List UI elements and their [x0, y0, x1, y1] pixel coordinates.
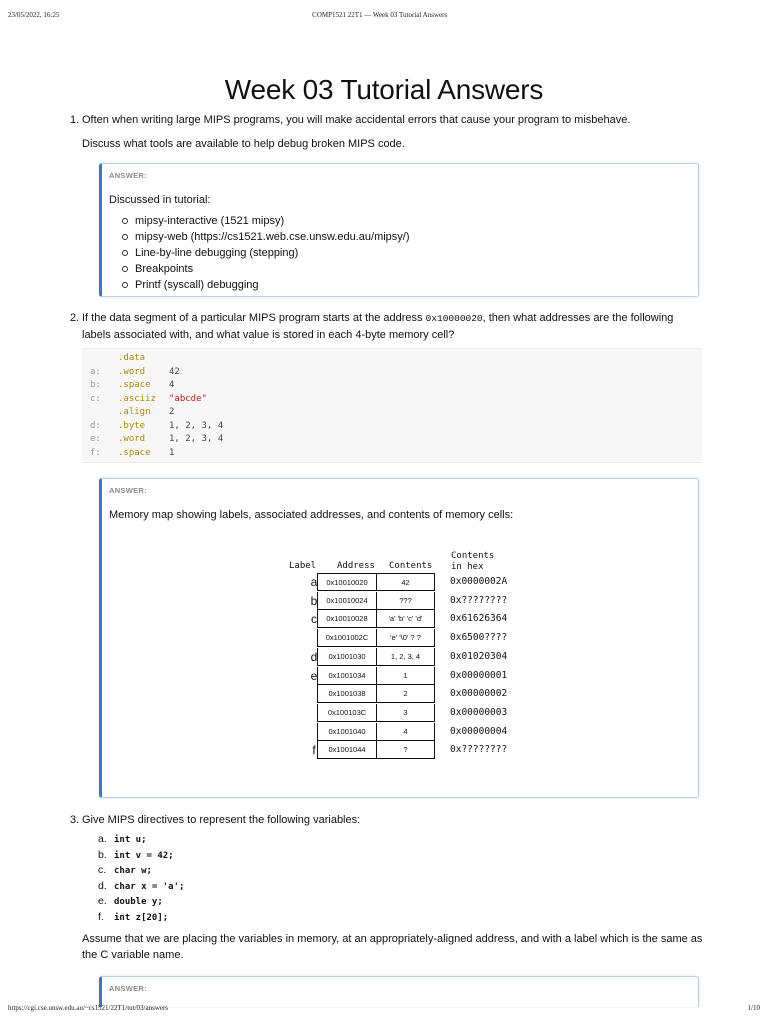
- list-item: Printf (syscall) debugging: [122, 277, 410, 293]
- list-item: [98, 879, 184, 895]
- answer-box-1: [99, 163, 699, 297]
- header-in-hex: in hex: [451, 562, 484, 572]
- memory-address-cell: 0x1001030: [317, 648, 377, 666]
- memory-contents-cell: 42: [377, 573, 435, 591]
- code-line: [90, 420, 223, 433]
- header-label: Label: [289, 561, 317, 571]
- code-line: [90, 433, 223, 446]
- answer-label: ANSWER:: [109, 171, 147, 180]
- memory-address-cell: 0x100103C: [317, 704, 377, 722]
- item-code: char w;: [114, 866, 152, 876]
- memory-label: a: [310, 575, 318, 589]
- item-letter: f.: [98, 910, 104, 923]
- question-text-part: If the data segment of a particular MIPS program starts at the address: [82, 312, 426, 324]
- memory-label: d: [310, 649, 318, 664]
- list-item: [98, 848, 184, 864]
- print-footer: [0, 1004, 768, 1012]
- print-doc-title: COMP1521 22T1 — Week 03 Tutorial Answers: [312, 11, 448, 19]
- print-url: https://cgi.cse.unsw.edu.au/~cs1521/22T1/tut/03/answers: [8, 1004, 169, 1012]
- memory-address-cell: 0x10010020: [317, 573, 377, 591]
- variable-list: [98, 832, 184, 925]
- memory-label: c: [311, 612, 317, 627]
- code-argument: 1, 2, 3, 4: [169, 434, 224, 444]
- page-title: Week 03 Tutorial Answers: [224, 74, 544, 105]
- memory-contents-cell: ???: [377, 592, 435, 610]
- question-text: Give MIPS directives to represent the following variables:: [82, 814, 361, 826]
- header-contents-hex: Contents: [451, 551, 495, 561]
- memory-hex-value: 0x00000004: [450, 725, 508, 737]
- memory-hex-value: 0x01020304: [450, 650, 508, 662]
- print-datetime: 23/05/2022, 16:25: [8, 11, 60, 19]
- list-item: [98, 832, 184, 848]
- item-letter: c.: [98, 864, 107, 876]
- code-label: b:: [90, 380, 101, 390]
- memory-label: e: [310, 668, 318, 683]
- list-item: Breakpoints: [122, 261, 410, 277]
- code-label: a:: [90, 366, 101, 377]
- code-directive: .space: [118, 380, 151, 390]
- code-argument: 2: [169, 407, 175, 417]
- item-code: double y;: [114, 897, 163, 907]
- item-letter: b.: [98, 848, 107, 861]
- question-text-part: , then what addresses are the following: [482, 312, 674, 324]
- question-2: [70, 310, 710, 343]
- question-number: 3.: [70, 814, 80, 826]
- memory-hex-value: 0x00000003: [450, 706, 508, 718]
- memory-contents-cell: ?: [377, 741, 435, 759]
- answer-label: ANSWER:: [109, 486, 147, 495]
- list-item: Line-by-line debugging (stepping): [122, 245, 410, 261]
- memory-hex-value: 0x????????: [450, 744, 508, 756]
- code-directive: .word: [118, 366, 146, 377]
- question-text: [70, 310, 710, 343]
- code-label: e:: [90, 434, 101, 444]
- code-directive: .asciiz: [118, 393, 156, 404]
- list-item: mipsy-interactive (1521 mipsy): [122, 213, 410, 229]
- question-text-part: labels associated with, and what value is stored in each 4-byte memory cell?: [82, 329, 455, 341]
- item-letter: a.: [98, 833, 107, 845]
- code-directive: .byte: [118, 420, 146, 431]
- question-subtext: [70, 931, 710, 963]
- code-line: [90, 406, 174, 419]
- question-3-note: [70, 931, 710, 963]
- code-line: [90, 447, 174, 460]
- code-directive: .word: [118, 434, 146, 444]
- item-code: int v = 42;: [114, 850, 174, 861]
- list-item: mipsy-web (https://cs1521.web.cse.unsw.edu.au/mipsy/): [122, 229, 410, 245]
- question-3: [70, 812, 710, 828]
- header-address: Address: [337, 561, 375, 571]
- answer-label: ANSWER:: [109, 984, 147, 993]
- subtext-line: the C variable name.: [82, 949, 184, 961]
- question-number: 1.: [70, 114, 80, 126]
- memory-contents-cell: 'a' 'b' 'c' 'd': [377, 610, 435, 628]
- list-item: [98, 910, 184, 926]
- memory-contents-cell: 'e' '\0' ? ?: [377, 629, 435, 647]
- memory-contents-cell: 2: [377, 685, 435, 703]
- code-argument: 4: [169, 380, 175, 390]
- question-1: [70, 112, 710, 152]
- code-argument: 1, 2, 3, 4: [169, 420, 224, 431]
- memory-address-cell: 0x1001044: [317, 741, 377, 759]
- subtext-line: Assume that we are placing the variables in memory, at an appropriately-aligned address, and with a label which is the same as: [82, 933, 703, 945]
- memory-address-cell: 0x1001034: [317, 667, 377, 685]
- memory-address-cell: 0x1001002C: [317, 629, 377, 647]
- memory-hex-value: 0x00000001: [450, 669, 508, 681]
- question-number: 2.: [70, 312, 80, 324]
- code-label: f:: [90, 447, 101, 458]
- answer-intro: Discussed in tutorial:: [109, 194, 211, 206]
- answer-intro: Memory map showing labels, associated addresses, and contents of memory cells:: [109, 509, 514, 521]
- code-line: [90, 393, 207, 406]
- memory-hex-value: 0x61626364: [450, 613, 508, 625]
- code-directive: .data: [118, 353, 146, 363]
- memory-label: b: [310, 593, 318, 608]
- memory-hex-value: 0x00000002: [450, 688, 508, 700]
- answer-box-3: [99, 976, 699, 1007]
- header-contents: Contents: [389, 561, 433, 571]
- item-code: int z[20];: [114, 912, 169, 923]
- memory-hex-value: 0x????????: [450, 594, 508, 606]
- print-page-number: 1/10: [747, 1004, 760, 1012]
- memory-contents-cell: 1: [377, 667, 435, 685]
- print-header: [0, 11, 768, 19]
- memory-contents-cell: 1, 2, 3, 4: [377, 648, 435, 666]
- code-line: [90, 352, 169, 365]
- memory-hex-value: 0x0000002A: [450, 576, 508, 587]
- code-line: [90, 366, 180, 379]
- answer-list: [122, 213, 410, 293]
- code-label: d:: [90, 420, 101, 431]
- memory-address-cell: 0x10010024: [317, 592, 377, 610]
- code-label: c:: [90, 393, 101, 404]
- memory-address-cell: 0x1001038: [317, 685, 377, 703]
- list-item: [98, 863, 184, 879]
- code-argument: 42: [169, 366, 180, 377]
- item-code: char x = 'a';: [114, 881, 185, 892]
- item-code: int u;: [114, 835, 147, 845]
- memory-contents-cell: 4: [377, 723, 435, 741]
- item-letter: d.: [98, 879, 107, 892]
- memory-address-cell: 0x1001040: [317, 723, 377, 741]
- item-letter: e.: [98, 895, 107, 907]
- memory-hex-value: 0x6500????: [450, 632, 508, 644]
- code-argument: 1: [169, 447, 175, 458]
- code-block: [82, 348, 702, 463]
- memory-label: f: [312, 743, 316, 758]
- memory-address-cell: 0x10010028: [317, 610, 377, 628]
- inline-address: 0x10000020: [425, 313, 483, 324]
- question-text: Often when writing large MIPS programs, you will make accidental errors that cause your program to misbehave.: [82, 114, 631, 126]
- code-string: "abcde": [169, 393, 207, 404]
- code-directive: .align: [118, 407, 151, 417]
- list-item: [98, 894, 184, 910]
- code-directive: .space: [118, 447, 151, 458]
- memory-contents-cell: 3: [377, 704, 435, 722]
- code-line: [90, 379, 174, 392]
- question-subtext: Discuss what tools are available to help debug broken MIPS code.: [82, 138, 405, 150]
